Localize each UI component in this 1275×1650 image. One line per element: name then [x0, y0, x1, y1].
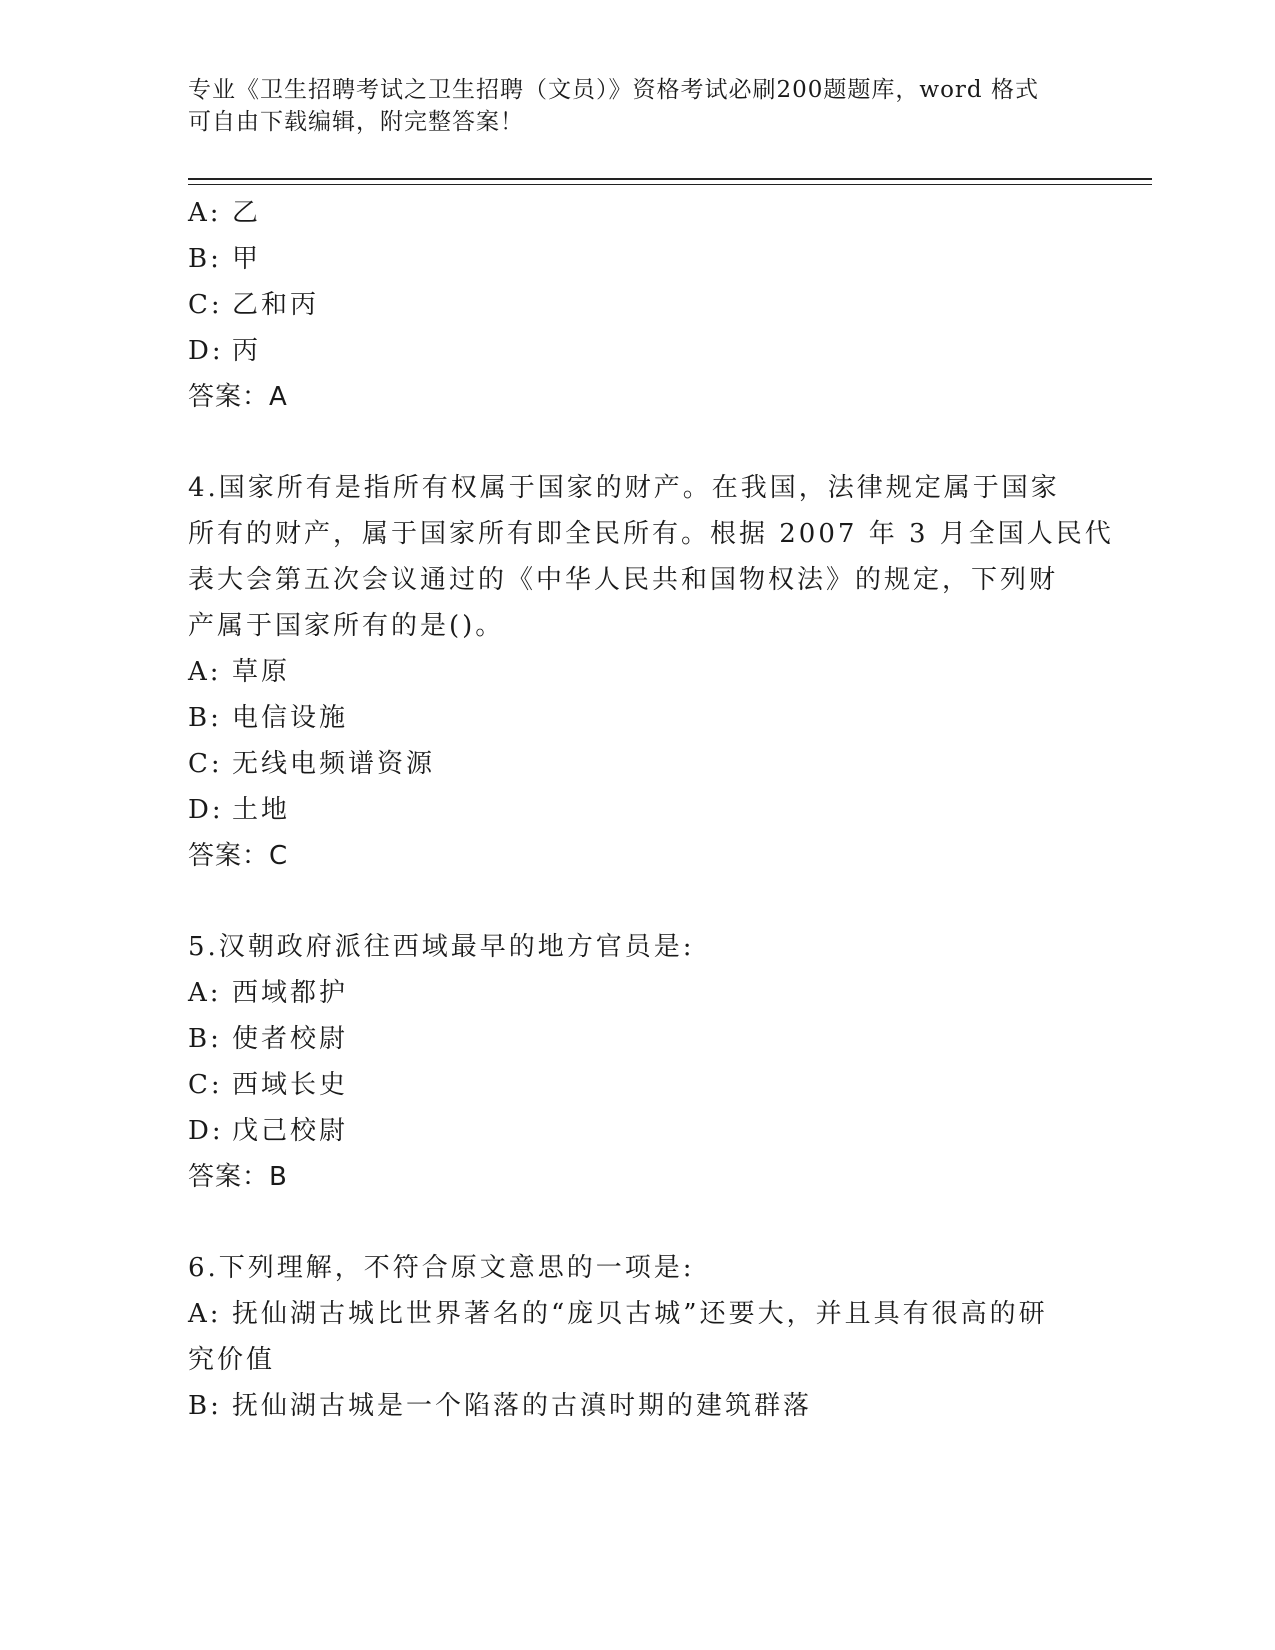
- option-label: A:: [188, 657, 222, 687]
- option-b: [188, 236, 1088, 282]
- question-text-line: 表大会第五次会议通过的《中华人民共和国物权法》的规定，下列财: [188, 565, 1059, 595]
- option-b: [188, 1016, 1088, 1062]
- option-a: [188, 1291, 1088, 1337]
- question-4: [188, 465, 1114, 879]
- option-label: B:: [188, 703, 222, 733]
- option-label: C:: [188, 1070, 223, 1100]
- answer-line: 答案：A: [188, 382, 288, 412]
- option-text: 甲: [232, 244, 262, 274]
- question-text-line: 所有的财产，属于国家所有即全民所有。根据 2007 年 3 月全国人民代: [188, 519, 1114, 549]
- question-list: [188, 190, 1114, 1429]
- option-a: [188, 649, 1088, 695]
- option-label: D:: [188, 336, 224, 366]
- question-5: [188, 924, 1088, 1200]
- option-text: 土地: [232, 795, 291, 825]
- option-label: B:: [188, 1391, 222, 1421]
- option-a: [188, 970, 1088, 1016]
- question-text-line: 5.汉朝政府派往西域最早的地方官员是:: [188, 932, 695, 962]
- header-divider-thin: [188, 184, 1152, 185]
- option-text: 丙: [232, 336, 262, 366]
- question-text-line: 6.下列理解，不符合原文意思的一项是:: [188, 1253, 695, 1283]
- option-b: [188, 695, 1088, 741]
- document-header: [188, 74, 1088, 138]
- option-b: [188, 1383, 1088, 1429]
- option-label: A:: [188, 198, 222, 228]
- spacer: [188, 420, 1088, 465]
- option-label: B:: [188, 244, 222, 274]
- option-label: D:: [188, 795, 224, 825]
- option-d: [188, 328, 1088, 374]
- option-text: 戊己校尉: [232, 1116, 349, 1146]
- option-text: 草原: [232, 657, 291, 687]
- option-label: C:: [188, 749, 223, 779]
- option-a-continuation: 究价值: [188, 1345, 276, 1375]
- option-text: 电信设施: [232, 703, 349, 733]
- option-text: 抚仙湖古城是一个陷落的古滇时期的建筑群落: [232, 1391, 813, 1421]
- spacer: [188, 1200, 1088, 1245]
- question-3-tail: [188, 190, 1088, 420]
- answer-line: 答案：C: [188, 841, 289, 871]
- option-d: [188, 1108, 1088, 1154]
- option-c: [188, 1062, 1088, 1108]
- option-label: C:: [188, 290, 223, 320]
- option-label: A:: [188, 1299, 222, 1329]
- spacer: [188, 879, 1088, 924]
- option-text: 无线电频谱资源: [232, 749, 436, 779]
- option-label: B:: [188, 1024, 222, 1054]
- option-text: 抚仙湖古城比世界著名的“庞贝古城”还要大，并且具有很高的研: [232, 1299, 1048, 1329]
- option-text: 乙: [232, 198, 262, 228]
- header-line-1: 专业《卫生招聘考试之卫生招聘（文员）》资格考试必刷200题题库，word 格式: [188, 77, 1039, 103]
- option-c: [188, 282, 1088, 328]
- option-text: 乙和丙: [232, 290, 320, 320]
- question-text-line: 4.国家所有是指所有权属于国家的财产。在我国，法律规定属于国家: [188, 473, 1060, 503]
- option-d: [188, 787, 1088, 833]
- header-line-2: 可自由下载编辑，附完整答案！: [188, 109, 524, 135]
- option-c: [188, 741, 1088, 787]
- option-a: [188, 190, 1088, 236]
- option-text: 西域都护: [232, 978, 349, 1008]
- header-divider-thick: [188, 178, 1152, 180]
- question-text-line: 产属于国家所有的是()。: [188, 611, 505, 641]
- option-label: A:: [188, 978, 222, 1008]
- answer-line: 答案：B: [188, 1162, 288, 1192]
- question-6: [188, 1245, 1088, 1429]
- option-label: D:: [188, 1116, 224, 1146]
- option-text: 西域长史: [232, 1070, 349, 1100]
- option-text: 使者校尉: [232, 1024, 349, 1054]
